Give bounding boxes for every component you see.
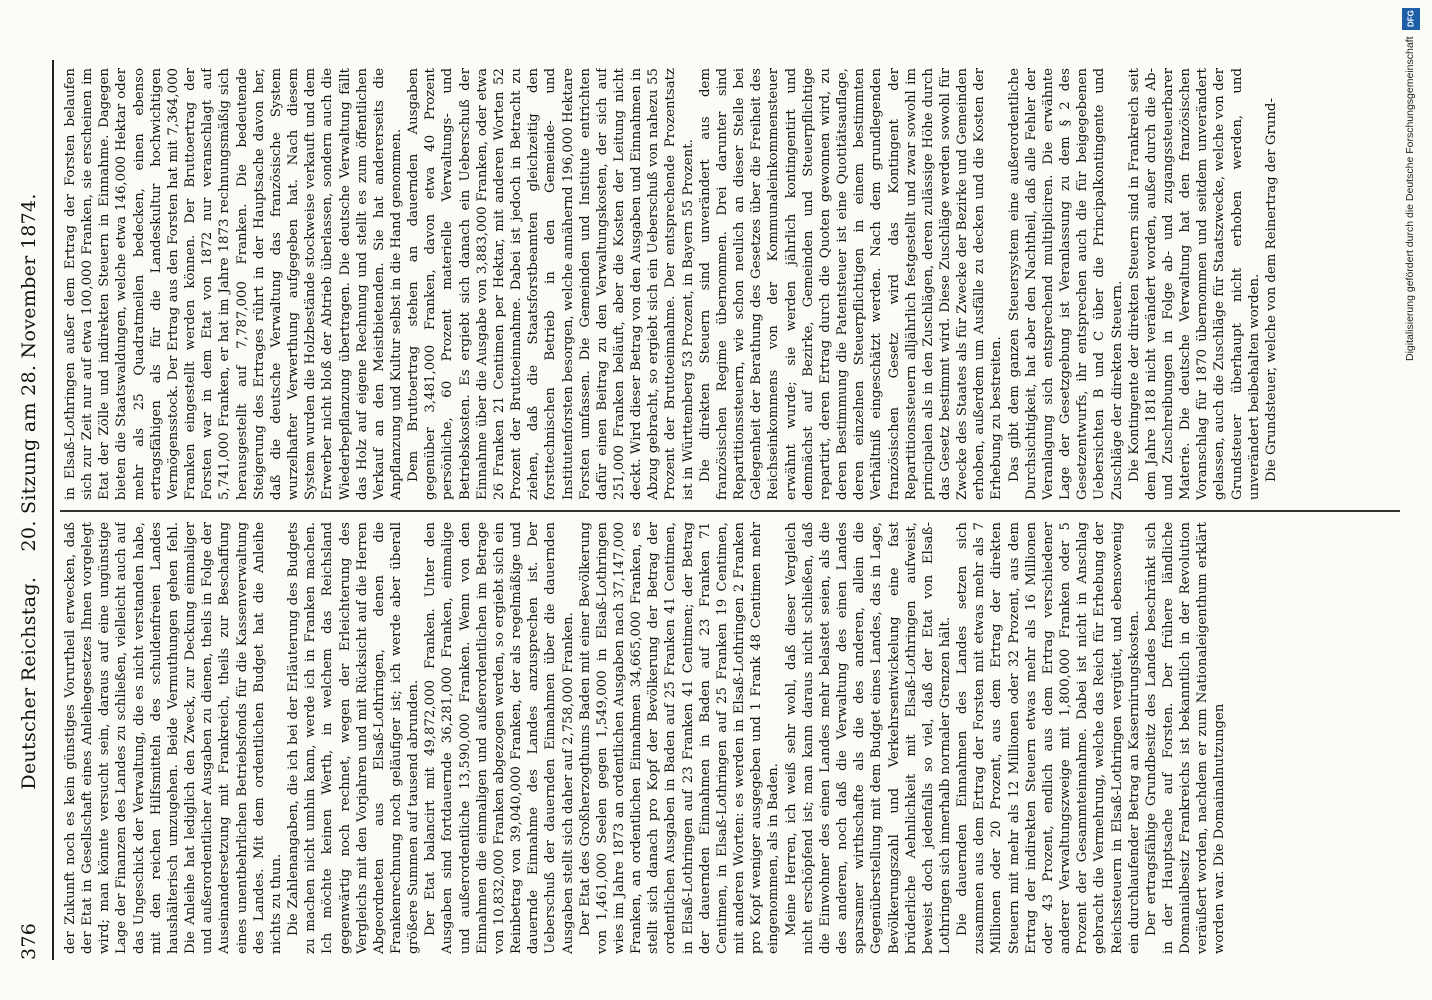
paragraph: Die Grundsteuer, welche von dem Reinertrag der Grund- [1263, 98, 1279, 482]
paragraph: in Elsaß-Lothringen außer dem Ertrag der Forsten belaufen sich zur Zeit nur auf etwa 100,000 Franken, sie erscheinen im Etat der Zölle und indirekten Steuern in Einnahme. Dagegen bieten die Staatswaldungen, welche etwa 146,000 Hektar oder mehr als 25 Quadratmeilen bedecken, einen ebenso ertragsfähigen als für die Landeskultur hochwichtigen Vermögensstock. Der Ertrag aus den Forsten hat mit 7,364,000 Franken eingestellt werden können. Der Bruttoertrag der Forsten war in dem Etat von 1872 nur veranschlagt auf 5,741,000 Franken, er hat im Jahre 1873 rechnungsmäßig sich herausgestellt auf 7,787,000 Franken. Die bedeutende Steigerung des Ertrages rührt in der Hauptsache davon her, daß die deutsche Verwaltung das französische System wurzelhafter Verwerthung aufgegeben hat. Nach diesem System wurden die Holzbestände stockweise verkauft und dem Erwerber nicht bloß der Abtrieb überlassen, sondern auch die Wiederbepflanzung übertragen. Die deutsche Verwaltung fällt das Holz auf eigene Rechnung und stellt es zum öffentlichen Verkauf an den Meistbietenden. Sie hat andererseits die Anpflanzung und Kultur selbst in die Hand genommen. [63, 68, 404, 500]
left-column [62, 522, 1397, 954]
paragraph: Der ertragsfähige Grundbesitz des Landes beschränkt sich in der Hauptsache auf Forsten. Der frühere ländliche Domanialbesitz Frankreichs ist bekanntlich in der Revolution veräußert worden, nachdem er zum Nationaleigenthum erklärt worden war. Die Domainalnutzungen [1143, 522, 1228, 954]
journal-title: Deutscher Reichstag. [18, 576, 40, 790]
dfg-logo: DFG [1402, 8, 1420, 30]
page-header [18, 60, 44, 960]
column-divider [60, 511, 1400, 513]
paragraph: Die Zahlenangaben, die ich bei der Erläuterung des Budgets zu machen nicht umhin kann, werde ich in Franken machen. Ich möchte keinen Werth, in welchem das Reichsland gegenwärtig noch rechnet, wegen der Erleichterung des Vergleichs mit den Vorjahren und mit Rücksicht auf die Herren Abgeordneten aus Elsaß-Lothringen, denen die Frankenrechnung noch geläufiger ist; ich werde aber überall größere Summen auf tausend abrunden. [286, 522, 422, 954]
paragraph: der Zukunft noch es kein günstiges Vorurtheil erwecken, daß der Etat in Gesellschaft eines Anleihegesetzes Ihnen vorgelegt wird; man könnte versucht sein, daraus auf eine ungünstige Lage der Finanzen des Landes zu schließen, vielleicht auch auf das Ungeschick der Verwaltung, die es nicht verstanden habe, mit den reichen Hilfsmitteln des schuldenfreien Landes haushälterisch umzugehen. Beide Vermuthungen gehen fehl. Die Anleihe hat lediglich den Zweck, zur Deckung einmaliger und außerordentlicher Ausgaben zu dienen, theils in Folge der Auseinandersetzung mit Frankreich, theils zur Beschaffung eines unentbehrlichen Betriebsfonds für die Kassenverwaltung des Landes. Mit dem ordentlichen Budget hat die Anleihe nichts zu thun. [63, 522, 284, 954]
paragraph: Die direkten Steuern sind unverändert aus dem französischen Regime übernommen. Drei darunter sind Repartitionssteuern, wie schon neulich an dieser Stelle bei Gelegenheit der Berathung des Gesetzes über die Freiheit des Reichseinkommens von der Kommunaleinkommensteuer erwähnt wurde; sie werden jährlich kontingentirt und demnächst auf Bezirke, Gemeinden und Steuerpflichtige repartirt, deren Ertrag durch die Quoten gewonnen wird, zu deren Bestimmung die Patentsteuer ist eine Quotitätsauflage, deren einzelnen Steuerpflichtigen in einem bestimmten Verhältniß eingeschätzt werden. Nach dem grundlegenden französischen Gesetz wird das Kontingent der Repartitionssteuern alljährlich festgestellt und zwar sowohl im principalen als in den Zuschlägen, deren zulässige Höhe durch das Gesetz bestimmt wird. Diese Zuschläge werden sowohl für Zwecke des Staates als für Zwecke der Bezirke und Gemeinden erhoben, außerdem um Ausfälle zu decken und die Kosten der Erhebung zu bestreiten. [697, 68, 1005, 500]
session-title: 20. Sitzung am 28. November 1874. [18, 193, 40, 552]
right-column [62, 68, 1397, 500]
paragraph: Die Kontingente der direkten Steuern sind in Frankreich seit dem Jahre 1818 nicht verändert worden, außer durch die Ab- und Zuschreibungen in Folge ab- und zugangssteuerbarer Materie. Die deutsche Verwaltung hat den französischen Voranschlag für 1870 übernommen und seitdem unverändert gelassen, auch die Zuschläge für Staatszwecke, welche von der Grundsteuer überhaupt nicht erhoben werden, und unverändert beibehalten worden. [1126, 68, 1262, 500]
paragraph: Der Etat des Großherzogthums Baden mit einer Bevölkerung von 1,461,000 Seelen gegen 1,549,000 in Elsaß-Lothringen wies im Jahre 1873 an ordentlichen Ausgaben nach 37,147,000 Franken, an ordentlichen Einnahmen 34,665,000 Franken, es stellt sich danach pro Kopf der Bevölkerung der Betrag der ordentlichen Ausgaben in Baden auf 25 Franken 41 Centimen, in Elsaß-Lothringen auf 23 Franken 41 Centimen; der Betrag der dauernden Einnahmen in Baden auf 23 Franken 71 Centimen, in Elsaß-Lothringen auf 25 Franken 19 Centimen, mit anderen Worten: es werden in Elsaß-Lothringen 2 Franken pro Kopf weniger ausgegeben und 1 Frank 48 Centimen mehr eingenommen, als in Baden. [577, 522, 782, 954]
digitization-credit: Digitalisierung gefördert durch die Deutsche Forschungsgemeinschaft [1404, 36, 1416, 361]
paragraph: Dem Bruttoertrag stehen an dauernden Ausgaben gegenüber 3,481,000 Franken, davon etwa 40 Prozent persönliche, 60 Prozent materielle Verwaltungs- und Betriebskosten. Es ergiebt sich danach ein Ueberschuß der Einnahme über die Ausgabe von 3,883,000 Franken, oder etwa 26 Franken 21 Centimen per Hektar, mit anderen Worten 52 Prozent der Bruttoeinnahme. Dabei ist jedoch in Betracht zu ziehen, daß die Staatsforstbeamten gleichzeitig den forsttechnischen Betrieb in den Gemeinde- und Institutenforsten besorgen, welche annähernd 196,000 Hektare Forsten umfassen. Die Gemeinden und Institute entrichten dafür einen Beitrag zu den Verwaltungskosten, der sich auf 251,000 Franken beläuft, aber die Kosten der Leitung nicht deckt. Wird dieser Betrag von den Ausgaben und Einnahmen in Abzug gebracht, so ergiebt sich ein Ueberschuß von nahezu 55 Prozent der Bruttoeinnahme. Der entsprechende Prozentsatz ist in Württemberg 53 Prozent, in Bayern 55 Prozent. [406, 68, 696, 500]
paragraph: Der Etat balancirt mit 49,872,000 Franken. Unter den Ausgaben sind fortdauernde 36,281,000 Franken, einmalige und außerordentliche 13,590,000 Franken. Wenn von den Einnahmen die einmaligen und außerordentlichen im Betrage von 10,832,000 Franken abgezogen werden, so ergiebt sich ein Reinbetrag von 39,040,000 Franken, der als regelmäßige und dauernde Einnahme des Landes anzusprechen ist. Der Ueberschuß der dauernden Einnahmen über die dauernden Ausgaben stellt sich daher auf 2,758,000 Franken. [423, 522, 576, 954]
paragraph: Meine Herren, ich weiß sehr wohl, daß dieser Vergleich nicht erschöpfend ist; man kann daraus nicht schließen, daß die Einwohner des einen Landes mehr belastet seien, als die des anderen, noch daß die Verwaltung des einen Landes sparsamer wirthschafte als die des anderen, allein die Gegenüberstellung mit dem Budget eines Landes, das in Lage, Bevölkerungszahl und Verkehrsentwickelung eine fast brüderliche Aehnlichkeit mit Elsaß-Lothringen aufweist, beweist doch jedenfalls so viel, daß der Etat von Elsaß-Lothringen sich innerhalb normaler Grenzen hält. [783, 522, 953, 954]
running-title [18, 193, 40, 789]
header-rule [52, 60, 54, 960]
paragraph: Das gibt dem ganzen Steuersystem eine außerordentliche Durchsichtigkeit, hat aber den Nachtheil, daß alle Fehler der Veranlagung sich entsprechend multipliciren. Die erwähnte Lage der Gesetzgebung ist Veranlassung zu dem § 2 des Gesetzentwurfs, ihr entsprechen auch die für beigegebenen Uebersichten B und C über die Principalkontingente und Zuschläge der direkten Steuern. [1006, 68, 1125, 500]
paragraph: Die dauernden Einnahmen des Landes setzen sich zusammen aus dem Ertrag der Forsten mit etwas mehr als 7 Millionen oder 20 Prozent, aus dem Ertrag der direkten Steuern mit mehr als 12 Millionen oder 32 Prozent, aus dem Ertrag der indirekten Steuern etwas mehr als 16 Millionen oder 43 Prozent, endlich aus dem Ertrag verschiedener anderer Verwaltungszweige mit 1,800,000 Franken oder 5 Prozent der Gesammteinnahme. Dabei ist nicht in Anschlag gebracht die Vermehrung, welche das Reich für Erhebung der Reichssteuern in Elsaß-Lothringen vergütet, und ebensowenig ein durchlaufender Betrag an Kasernirungskosten. [955, 522, 1142, 954]
digitization-sidebar [1398, 0, 1424, 1000]
page-number: 376 [18, 922, 40, 960]
